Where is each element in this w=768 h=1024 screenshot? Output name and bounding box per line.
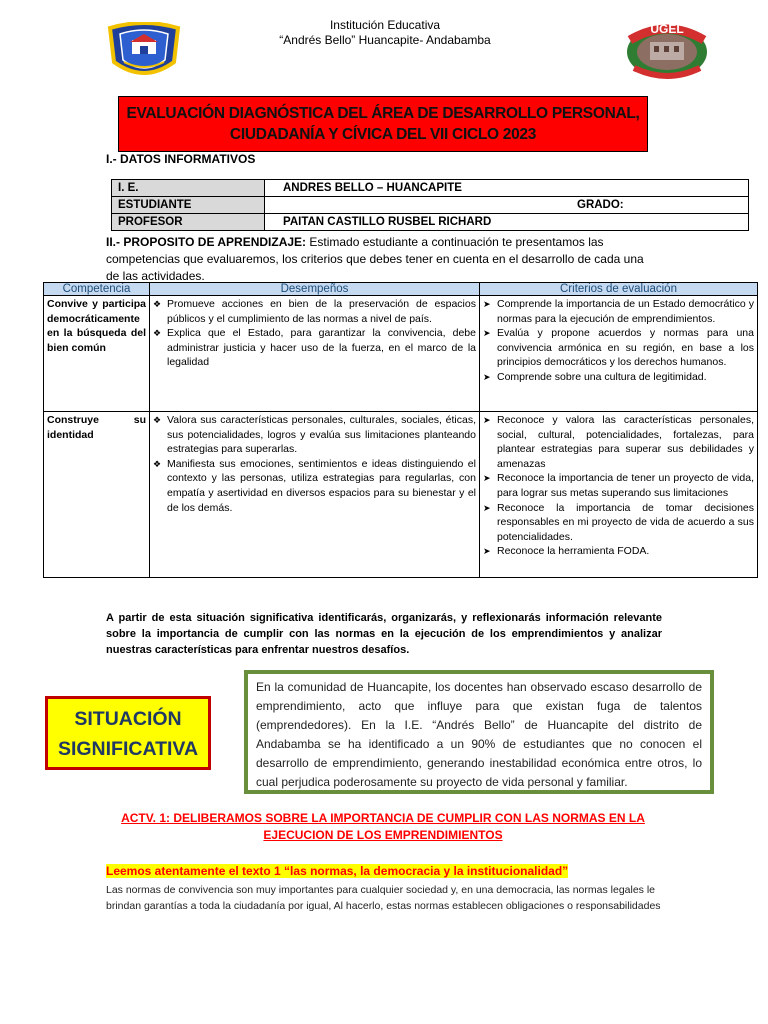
teacher-value: PAITAN CASTILLO RUSBEL RICHARD [265,214,749,231]
header-performances: Desempeños [150,283,480,296]
situation-text-box: En la comunidad de Huancapite, los docentes han observado escaso desarrollo de emprendimiento, acto que influye para que existan fuga de talentos (emprendedores). En la I.E. “Andrés Bello” de Huancapite del distrito de Andabamba se ha identificado a un 90% de estudiantes que no conocen el desarrollo de emprendimiento, generando inestabilidad económica entre otros, lo cual perjudica poderosamente su proyecto de vida personal y familiar. [244,670,714,794]
list-item: ➤ Reconoce la herramienta FODA. [483,544,754,559]
ugel-logo [624,18,710,80]
performances-cell [150,296,480,412]
criteria-cell [480,296,758,412]
ie-label: I. E. [112,180,265,197]
reading-section [106,862,662,914]
institution-line1: Institución Educativa [329,18,441,32]
learning-purpose [106,234,646,285]
table-row [112,214,749,231]
performances-cell [150,412,480,578]
teacher-label: PROFESOR [112,214,265,231]
evaluation-title [118,96,648,152]
table-header-row [44,283,758,296]
list-item: ➤ Evalúa y propone acuerdos y normas para una convivencia armónica en su región, en base a los principios democráticos y los derechos humanos. [483,326,754,370]
criteria-cell [480,412,758,578]
purpose-heading: II.- PROPOSITO DE APRENDIZAJE: [106,235,307,249]
competencies-table [43,282,758,578]
list-item: ❖ Explica que el Estado, para garantizar la convivencia, debe administrar justicia y hacer uso de la fuerza, en el marco de la legalidad [153,326,476,370]
list-item: ❖ Valora sus características personales, culturales, sociales, éticas, sus potencialidades, logros y evalúa sus limitaciones planteando estrategias para superarlas. [153,413,476,457]
activity-line1: ACTV. 1: DELIBERAMOS SOBRE LA IMPORTANCIA DE CUMPLIR CON LAS NORMAS EN LA [121,811,645,825]
section1-heading: I.- DATOS INFORMATIVOS [106,152,256,166]
institution-header [240,18,530,48]
list-item: ➤ Comprende la importancia de un Estado democrático y normas para la ejecución de emprendimientos. [483,297,754,326]
intro-paragraph: A partir de esta situación significativa identificarás, organizarás, y reflexionarás información relevante sobre la importancia de cumplir con las normas en la ejecución de los emprendimientos y analizar nuestras características para enfrentar nuestros desafíos. [106,612,662,656]
ie-value: ANDRES BELLO – HUANCAPITE [265,180,749,197]
list-item: ➤ Reconoce y valora las características personales, social, cultural, potencialidades, fortalezas, para plantear estrategias para superar sus debilidades y amenazas [483,413,754,471]
table-row [112,180,749,197]
competence-cell: Convive y participa democráticamente en la búsqueda del bien común [44,296,150,412]
reading-title: Leemos atentamente el texto 1 “las normas, la democracia y la institucionalidad” [106,864,569,878]
list-item: ➤ Reconoce la importancia de tener un proyecto de vida, para lograr sus metas superando sus limitaciones [483,471,754,500]
situation-label-line1: SITUACIÓN [74,708,182,730]
table-row [112,197,749,214]
school-shield-logo [104,22,184,82]
list-item: ❖ Manifiesta sus emociones, sentimientos e ideas distinguiendo el contexto y las personas, utiliza estrategias para regularlas, con empatía y asertividad en diversos espacios para su bienestar y el de los demás. [153,457,476,515]
list-item: ❖ Promueve acciones en bien de la preservación de espacios públicos y el cumplimiento de las normas a nivel de país. [153,297,476,326]
activity-line2: EJECUCION DE LOS EMPRENDIMIENTOS [263,828,503,842]
reading-body: Las normas de convivencia son muy importantes para cualquier sociedad y, en una democracia, las normas legales le brindan garantías a toda la ciudadanía por igual, Al hacerlo, estas normas establecen obligaciones o responsabilidades [106,884,661,912]
ugel-logo-text: UGEL [650,22,684,36]
institution-line2: “Andrés Bello” Huancapite- Andabamba [279,33,491,47]
student-value [265,197,749,214]
table-row [44,412,758,578]
title-line2: CIUDADANÍA Y CÍVICA DEL VII CICLO 2023 [229,126,537,143]
info-table [111,179,749,231]
activity-heading [120,810,646,844]
list-item: ➤ Comprende sobre una cultura de legitimidad. [483,370,754,385]
competence-cell: Construye su identidad [44,412,150,578]
student-label: ESTUDIANTE [112,197,265,214]
purpose-text: Estimado estudiante a continuación te presentamos las competencias que evaluaremos, los criterios que debes tener en cuenta en el desarrollo de cada una de las actividades. [106,235,644,283]
header-criteria: Criterios de evaluación [480,283,758,296]
title-line1: EVALUACIÓN DIAGNÓSTICA DEL ÁREA DE DESARROLLO PERSONAL, [126,105,640,122]
situation-label-box [45,696,211,770]
grade-label: GRADO: [577,199,624,211]
situation-label-line2: SIGNIFICATIVA [57,738,199,760]
list-item: ➤ Reconoce la importancia de tomar decisiones responsables en mi proyecto de vida de acuerdo a sus potencialidades. [483,501,754,545]
header-competence: Competencia [44,283,150,296]
table-row [44,296,758,412]
